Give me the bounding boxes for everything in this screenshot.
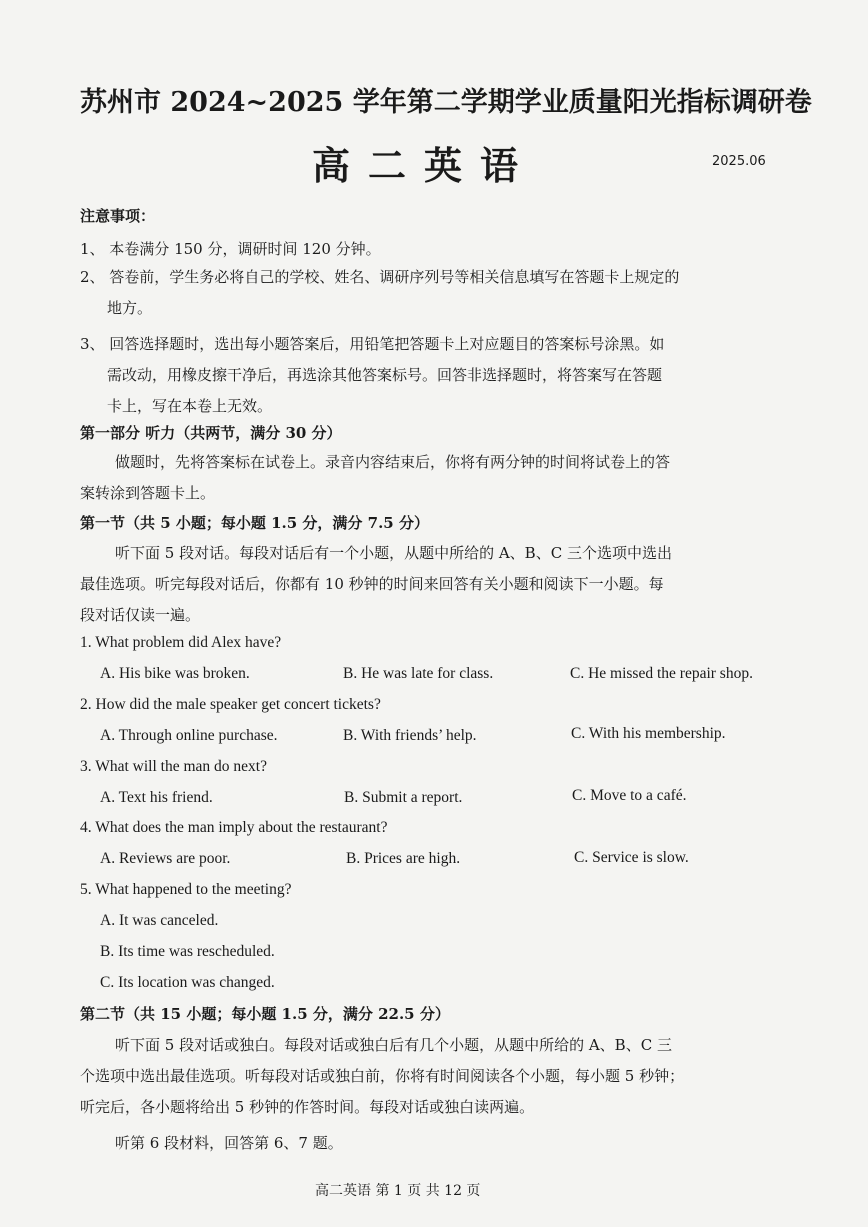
question-3-option-b: B. Submit a report. [344,789,463,806]
question-2-option-a: A. Through online purchase. [100,727,278,744]
notice-heading: 注意事项： [80,207,156,225]
question-2-option-c: C. With his membership. [571,725,726,742]
notice-item-3-line-1: 3、 回答选择题时，选出每小题答案后，用铅笔把答题卡上对应题目的答案标号涂黑。如 [80,335,665,353]
question-1-option-c: C. He missed the repair shop. [570,665,753,682]
notice-item-3-line-3: 卡上，写在本卷上无效。 [107,397,273,415]
question-4-option-a: A. Reviews are poor. [100,850,231,867]
question-1-option-b: B. He was late for class. [343,665,494,682]
question-5-option-a: A. It was canceled. [100,912,219,929]
exam-title: 苏州市 2024~2025 学年第二学期学业质量阳光指标调研卷 [80,87,812,118]
page-footer: 高二英语 第 1 页 共 12 页 [315,1183,481,1199]
subject-title: 高二英语 [312,143,537,188]
question-4-option-c: C. Service is slow. [574,849,689,866]
question-4-option-b: B. Prices are high. [346,850,461,867]
section2-intro-line-2: 个选项中选出最佳选项。听每段对话或独白前，你将有时间阅读各个小题，每小题 5 秒钟； [80,1067,685,1085]
section2-heading: 第二节（共 15 小题；每小题 1.5 分，满分 22.5 分） [80,1005,450,1023]
question-2: 2. How did the male speaker get concert tickets? [80,696,381,713]
section2-intro-line-1: 听下面 5 段对话或独白。每段对话或独白后有几个小题，从题中所给的 A、B、C 三 [115,1036,672,1054]
section1-heading: 第一节（共 5 小题；每小题 1.5 分，满分 7.5 分） [80,514,429,532]
question-3-option-c: C. Move to a café. [572,787,687,804]
question-5-option-b: B. Its time was rescheduled. [100,943,275,960]
question-1: 1. What problem did Alex have? [80,634,282,651]
question-3: 3. What will the man do next? [80,758,267,775]
exam-date: 2025.06 [712,154,766,169]
part1-heading: 第一部分 听力（共两节，满分 30 分） [80,424,342,442]
section2-intro-line-3: 听完后，各小题将给出 5 秒钟的作答时间。每段对话或独白读两遍。 [80,1098,535,1116]
notice-item-3-line-2: 需改动，用橡皮擦干净后，再选涂其他答案标号。回答非选择题时，将答案写在答题 [107,366,663,384]
section1-intro-line-1: 听下面 5 段对话。每段对话后有一个小题，从题中所给的 A、B、C 三个选项中选出 [115,544,672,562]
question-2-option-b: B. With friends’ help. [343,727,477,744]
question-4: 4. What does the man imply about the restaurant? [80,819,388,836]
section2-material-note: 听第 6 段材料，回答第 6、7 题。 [115,1134,343,1152]
question-3-option-a: A. Text his friend. [100,789,213,806]
question-5: 5. What happened to the meeting? [80,881,292,898]
notice-item-1: 1、 本卷满分 150 分，调研时间 120 分钟。 [80,240,381,258]
question-5-option-c: C. Its location was changed. [100,974,275,991]
notice-item-2-line-1: 2、 答卷前，学生务必将自己的学校、姓名、调研序列号等相关信息填写在答题卡上规定的 [80,268,680,286]
notice-item-2-line-2: 地方。 [107,299,153,317]
part1-intro-line-1: 做题时，先将答案标在试卷上。录音内容结束后，你将有两分钟的时间将试卷上的答 [115,453,671,471]
section1-intro-line-2: 最佳选项。听完每段对话后，你都有 10 秒钟的时间来回答有关小题和阅读下一小题。每 [80,575,664,593]
section1-intro-line-3: 段对话仅读一遍。 [80,606,201,624]
part1-intro-line-2: 案转涂到答题卡上。 [80,484,216,502]
question-1-option-a: A. His bike was broken. [100,665,250,682]
